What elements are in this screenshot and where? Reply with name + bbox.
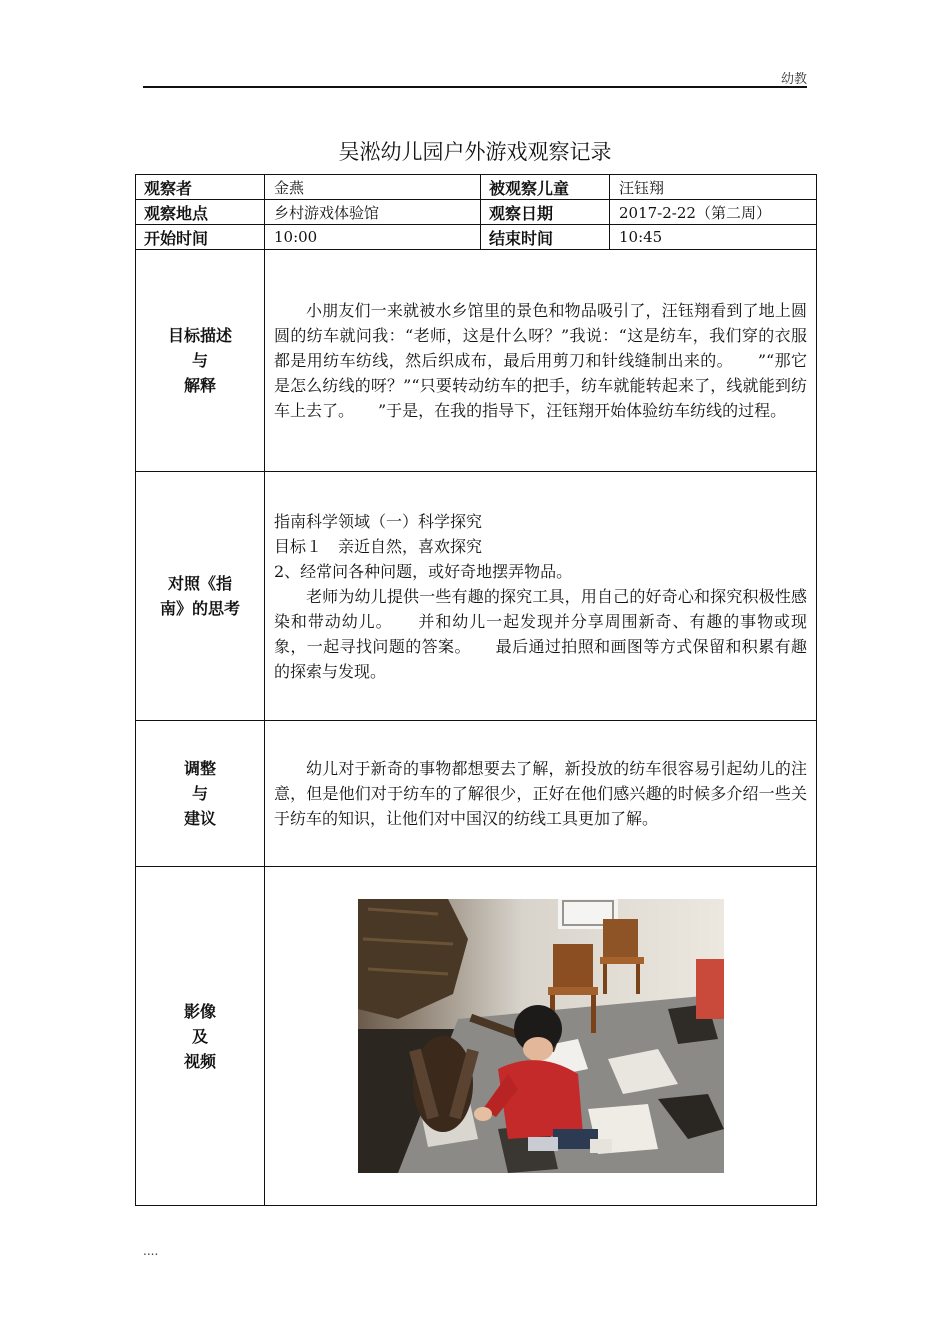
advice-label-line: 与: [191, 784, 208, 803]
observer-label: 观察者: [136, 175, 265, 200]
header-rule: [143, 86, 807, 88]
goal-label: [136, 250, 265, 472]
date-value: 2017-2-22（第二周）: [610, 200, 817, 225]
advice-label-line: 调整: [183, 759, 216, 778]
guide-label-line: 对照《指: [167, 574, 232, 593]
advice-text: 幼儿对于新奇的事物都想要去了解，新投放的纺车很容易引起幼儿的注意，但是他们对于纺车的了解很少，正好在他们感兴趣的时候多介绍一些关于纺车的知识，让他们对中国汉的纺线工具更加了解。: [274, 759, 807, 828]
table-row: [136, 225, 817, 250]
media-label-line: 影像: [183, 1001, 216, 1021]
page-title: 吴淞幼儿园户外游戏观察记录: [338, 140, 612, 164]
goal-content: [265, 250, 817, 472]
observer-value: 金燕: [265, 175, 481, 200]
guide-line-3: 2、经常问各种问题，或好奇地摆弄物品。: [274, 561, 573, 581]
place-value: 乡村游戏体验馆: [265, 200, 481, 225]
child-value: 汪钰翔: [610, 175, 817, 200]
table-row: [136, 200, 817, 225]
guide-line-2: 目标１ 亲近自然，喜欢探究: [274, 536, 483, 556]
table-row: [136, 175, 817, 200]
advice-content: [265, 721, 817, 867]
child-label: 被观察儿童: [481, 175, 610, 200]
media-label-line: 视频: [183, 1051, 216, 1071]
place-label: 观察地点: [136, 200, 265, 225]
end-value: 10:45: [610, 225, 817, 250]
media-row: [136, 867, 817, 1206]
goal-row: [136, 250, 817, 472]
goal-text: 小朋友们一来就被水乡馆里的景色和物品吸引了，汪钰翔看到了地上圆圆的纺车就问我：“老师，这是什么呀？”我说：“这是纺车，我们穿的衣服都是用纺车纺线，然后织成布，最后用剪刀和针线缝制出来的。 ”“那它是怎么纺线的呀？”“只要转动纺车的把手，纺车就能转起来了，线就能到纺车上去了。 ”于是，在我的指导下，汪钰翔开始体验纺车纺线的过程。: [274, 301, 807, 420]
goal-label-line: 目标描述: [167, 326, 232, 345]
guide-line-1: 指南科学领域（一）科学探究: [274, 511, 483, 531]
media-label-line: 及: [191, 1026, 208, 1046]
goal-label-line: 与: [191, 351, 208, 370]
guide-label-line: 南》的思考: [159, 599, 240, 618]
advice-row: [136, 721, 817, 867]
start-value: 10:00: [265, 225, 481, 250]
guide-content: [265, 472, 817, 721]
goal-label-line: 解释: [183, 376, 216, 395]
advice-label: [136, 721, 265, 867]
media-content: [265, 867, 817, 1206]
guide-paragraph: 老师为幼儿提供一些有趣的探究工具，用自己的好奇心和探究积极性感染和带动幼儿。 并和幼儿一起发现并分享周围新奇、有趣的事物或现象，一起寻找问题的答案。 最后通过拍照和画图等方式保留和积累有趣的探索与发现。: [274, 586, 807, 681]
guide-label: [136, 472, 265, 721]
header-tag: 幼教: [780, 72, 807, 87]
end-label: 结束时间: [481, 225, 610, 250]
start-label: 开始时间: [136, 225, 265, 250]
guide-row: [136, 472, 817, 721]
date-label: 观察日期: [481, 200, 610, 225]
child-spinning-wheel-photo: [358, 899, 724, 1173]
observation-table: [135, 174, 817, 1206]
media-label: [136, 867, 265, 1206]
footer-dots: ....: [143, 1244, 159, 1258]
advice-label-line: 建议: [183, 809, 216, 828]
